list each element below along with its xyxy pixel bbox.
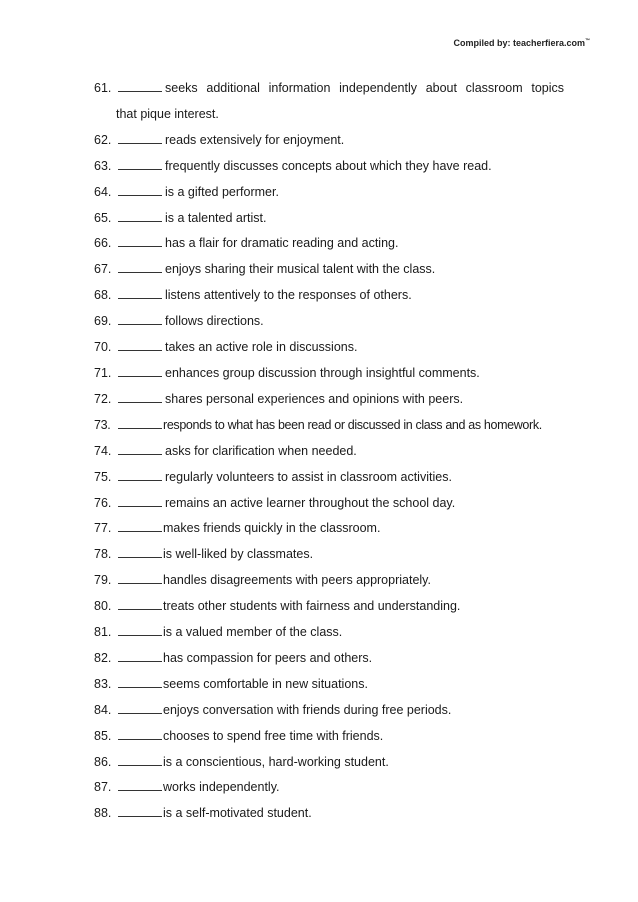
list-item <box>94 206 564 232</box>
item-number: 73. <box>94 417 111 432</box>
list-item <box>94 283 564 309</box>
item-text: enhances group discussion through insightful comments. <box>165 365 480 380</box>
answer-blank[interactable] <box>118 131 162 144</box>
list-item <box>94 775 564 801</box>
list-item <box>94 309 564 335</box>
item-text: shares personal experiences and opinions with peers. <box>165 391 464 406</box>
answer-blank[interactable] <box>118 390 162 403</box>
list-item <box>94 801 564 827</box>
item-number: 71. <box>94 365 112 380</box>
list-item <box>94 76 564 128</box>
answer-blank[interactable] <box>118 157 162 170</box>
item-number: 84. <box>94 702 112 717</box>
item-number: 82. <box>94 650 112 665</box>
answer-blank[interactable] <box>118 545 162 558</box>
list-item <box>94 568 564 594</box>
answer-blank[interactable] <box>118 234 162 247</box>
list-item <box>94 439 564 465</box>
item-text: has compassion for peers and others. <box>163 650 373 665</box>
list-item <box>94 491 564 517</box>
answer-blank[interactable] <box>118 623 162 636</box>
item-number: 87. <box>94 780 112 795</box>
item-text: has a flair for dramatic reading and acting. <box>165 236 399 251</box>
answer-blank[interactable] <box>118 753 162 766</box>
item-text: frequently discusses concepts about which they have read. <box>165 158 492 173</box>
answer-blank[interactable] <box>118 649 162 662</box>
item-text: enjoys sharing their musical talent with the class. <box>165 262 436 277</box>
list-item <box>94 154 564 180</box>
list-item <box>94 257 564 283</box>
answer-blank[interactable] <box>118 416 162 429</box>
item-text: is a self-motivated student. <box>163 806 312 821</box>
answer-blank[interactable] <box>118 468 162 481</box>
item-number: 68. <box>94 288 112 303</box>
item-text: reads extensively for enjoyment. <box>165 132 345 147</box>
item-text: works independently. <box>163 780 280 795</box>
item-text: handles disagreements with peers appropriately. <box>163 573 431 588</box>
item-text: makes friends quickly in the classroom. <box>163 521 381 536</box>
item-text: seems comfortable in new situations. <box>163 676 368 691</box>
item-number: 63. <box>94 158 112 173</box>
item-number: 81. <box>94 625 112 640</box>
answer-blank[interactable] <box>118 804 162 817</box>
list-item <box>94 387 564 413</box>
list-item <box>94 516 564 542</box>
answer-blank[interactable] <box>118 338 162 351</box>
list-item <box>94 620 564 646</box>
item-text: enjoys conversation with friends during free periods. <box>163 702 452 717</box>
item-number: 79. <box>94 573 112 588</box>
item-text: seeks additional information independently about classroom topics <box>165 81 564 95</box>
answer-blank[interactable] <box>118 494 162 507</box>
item-text: asks for clarification when needed. <box>165 443 357 458</box>
statement-list <box>94 76 564 827</box>
list-item <box>94 180 564 206</box>
list-item <box>94 335 564 361</box>
item-number: 75. <box>94 469 112 484</box>
item-text: is a valued member of the class. <box>163 625 343 640</box>
item-number: 83. <box>94 676 112 691</box>
answer-blank[interactable] <box>118 571 162 584</box>
list-item <box>94 413 564 439</box>
answer-blank[interactable] <box>118 701 162 714</box>
list-item <box>94 672 564 698</box>
item-text: is a conscientious, hard-working student. <box>163 754 389 769</box>
answer-blank[interactable] <box>118 183 162 196</box>
answer-blank[interactable] <box>118 209 162 222</box>
item-number: 66. <box>94 236 112 251</box>
item-number: 80. <box>94 599 112 614</box>
answer-blank[interactable] <box>118 727 162 740</box>
item-number: 61. <box>94 81 112 95</box>
item-text: chooses to spend free time with friends. <box>163 728 384 743</box>
answer-blank[interactable] <box>118 442 162 455</box>
item-text: is a gifted performer. <box>165 184 279 199</box>
item-text: takes an active role in discussions. <box>165 340 358 355</box>
answer-blank[interactable] <box>118 778 162 791</box>
item-number: 85. <box>94 728 112 743</box>
answer-blank[interactable] <box>118 312 162 325</box>
item-number: 72. <box>94 391 112 406</box>
item-number: 78. <box>94 547 112 562</box>
item-number: 65. <box>94 210 112 225</box>
item-number: 62. <box>94 132 112 147</box>
list-item <box>94 750 564 776</box>
compiled-by-header <box>453 38 590 48</box>
item-number: 76. <box>94 495 112 510</box>
item-text-continuation: that pique interest. <box>116 106 219 121</box>
list-item <box>94 594 564 620</box>
answer-blank[interactable] <box>118 286 162 299</box>
list-item <box>94 646 564 672</box>
list-item <box>94 542 564 568</box>
item-number: 64. <box>94 184 112 199</box>
list-item <box>94 465 564 491</box>
item-text: is a talented artist. <box>165 210 267 225</box>
item-number: 67. <box>94 262 112 277</box>
compiled-by-text: Compiled by: teacherfiera.com <box>453 38 585 48</box>
list-item <box>94 361 564 387</box>
list-item <box>94 698 564 724</box>
list-item <box>94 724 564 750</box>
item-number: 74. <box>94 443 112 458</box>
item-text: remains an active learner throughout the school day. <box>165 495 456 510</box>
item-text: treats other students with fairness and understanding. <box>163 599 461 614</box>
item-text: follows directions. <box>165 314 264 329</box>
trademark-mark: ™ <box>585 38 590 44</box>
answer-blank[interactable] <box>118 79 162 92</box>
item-text: is well-liked by classmates. <box>163 547 314 562</box>
item-number: 70. <box>94 340 112 355</box>
item-text: regularly volunteers to assist in classroom activities. <box>165 469 452 484</box>
item-text: responds to what has been read or discussed in class and as homework. <box>163 417 542 432</box>
answer-blank[interactable] <box>118 364 162 377</box>
item-text: listens attentively to the responses of others. <box>165 288 412 303</box>
list-item <box>94 231 564 257</box>
answer-blank[interactable] <box>118 597 162 610</box>
item-number: 86. <box>94 754 112 769</box>
list-item <box>94 128 564 154</box>
item-number: 88. <box>94 806 112 821</box>
item-number: 77. <box>94 521 112 536</box>
answer-blank[interactable] <box>118 519 162 532</box>
answer-blank[interactable] <box>118 260 162 273</box>
answer-blank[interactable] <box>118 675 162 688</box>
item-number: 69. <box>94 314 112 329</box>
